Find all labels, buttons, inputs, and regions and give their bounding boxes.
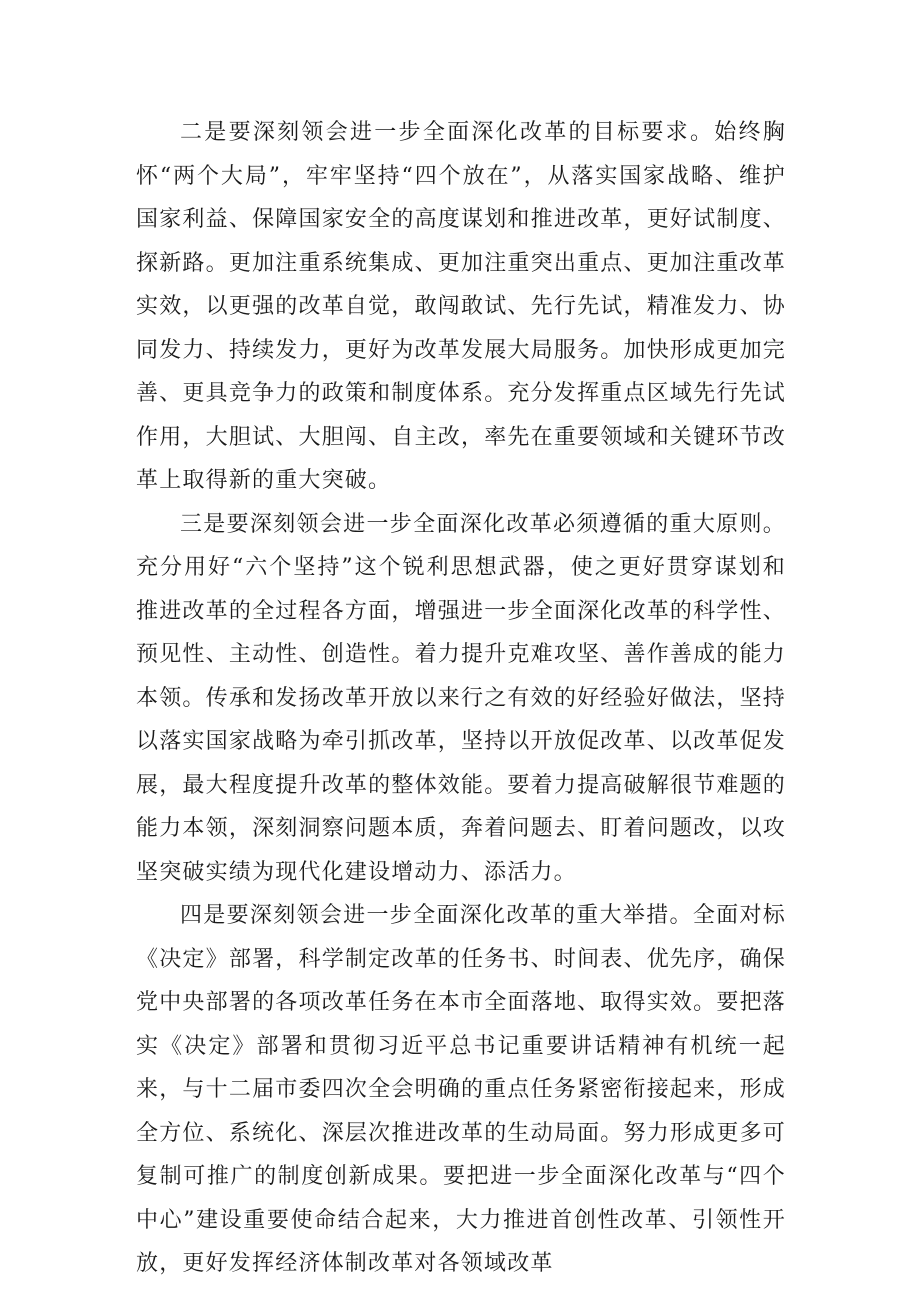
paragraph-4: 四是要深刻领会进一步全面深化改革的重大举措。全面对标《决定》部署，科学制定改革的任务书、时间表、优先序，确保党中央部署的各项改革任务在本市全面落地、取得实效。要把落实《决定》部署和贯彻习近平总书记重要讲话精神有机统一起来，与十二届市委四次全会明确的重点任务紧密衔接起来，形成全方位、系统化、深层次推进改革的生动局面。努力形成更多可复制可推广的制度创新成果。要把进一步全面深化改革与“四个中心”建设重要使命结合起来，大力推进首创性改革、引领性开放，更好发挥经济体制改革对各领域改革	[136, 903, 786, 1276]
paragraph-3: 三是要深刻领会进一步全面深化改革必须遵循的重大原则。充分用好“六个坚持”这个锐利思想武器，使之更好贯穿谋划和推进改革的全过程各方面，增强进一步全面深化改革的科学性、预见性、主动性、创造性。着力提升克难攻坚、善作善成的能力本领。传承和发扬改革开放以来行之有效的好经验好做法，坚持以落实国家战略为牵引抓改革，坚持以开放促改革、以改革促发展，最大程度提升改革的整体效能。要着力提高破解很节难题的能力本领，深刻洞察问题本质，奔着问题去、盯着问题改，以攻坚突破实绩为现代化建设增动力、添活力。	[136, 511, 786, 885]
paragraph-2: 二是要深刻领会进一步全面深化改革的目标要求。始终胸怀“两个大局”，牢牢坚持“四个放在”，从落实国家战略、维护国家利益、保障国家安全的高度谋划和推进改革，更好试制度、探新路。更加注重系统集成、更加注重突出重点、更加注重改革实效，以更强的改革自觉，敢闯敢试、先行先试，精准发力、协同发力、持续发力，更好为改革发展大局服务。加快形成更加完善、更具竞争力的政策和制度体系。充分发挥重点区域先行先试作用，大胆试、大胆闯、自主改，率先在重要领域和关键环节改革上取得新的重大突破。	[136, 120, 786, 493]
document-body	[136, 111, 786, 1286]
